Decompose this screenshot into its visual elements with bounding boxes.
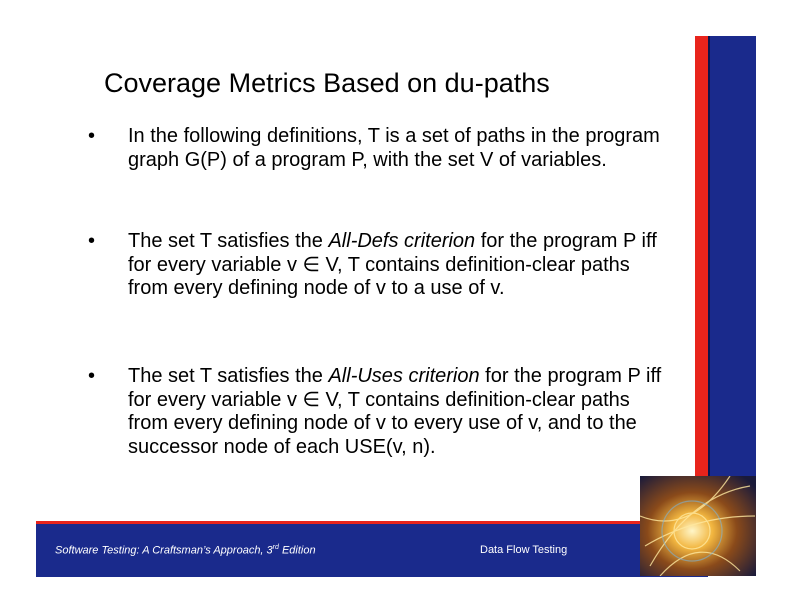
bullet-text: The set T satisfies the All-Uses criterion for the program P iff for every variable v ∈ V, T contains definition-clear paths from every defining node of v to every use of v, and to the successor node of each USE(v, n).	[128, 365, 662, 458]
footer-topic: Data Flow Testing	[480, 544, 568, 556]
all-uses-term: All-Uses criterion	[328, 365, 480, 387]
bullet-text: In the following definitions, T is a set of paths in the program graph G(P) of a program P, with the set V of variables.	[128, 125, 660, 171]
bullet-marker: •	[88, 230, 96, 252]
bullet-marker: •	[88, 365, 96, 387]
bullet-text: The set T satisfies the All-Defs criterion for the program P iff for every variable v ∈ V, T contains definition-clear paths from every defining node of v to a use of v.	[128, 230, 657, 300]
bullet-marker: •	[88, 125, 96, 147]
abstract-swirl-icon	[640, 476, 756, 576]
accent-red-bar	[695, 36, 708, 476]
slide-title: Coverage Metrics Based on du-paths	[104, 68, 550, 98]
all-defs-term: All-Defs criterion	[328, 230, 476, 252]
footer-book-title: Software Testing: A Craftsman’s Approach, 3rd Edition	[55, 544, 316, 557]
